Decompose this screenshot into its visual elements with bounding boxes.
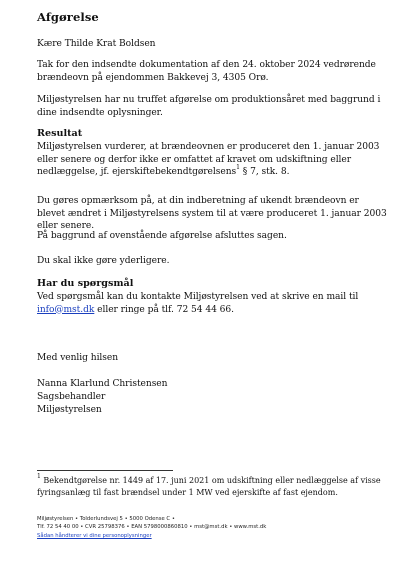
result-heading: Resultat xyxy=(37,128,83,139)
signer-title: Sagsbehandler xyxy=(37,392,106,402)
intro-paragraph: Tak for den indsendte dokumentation af den 24. oktober 2024 vedrørende brændeovn på ejendommen Bakkevej 3, 4305 Orø. xyxy=(37,60,376,83)
notice-paragraph: Du gøres opmærksom på, at din indberetning af ukendt brændeovn er blevet ændret i Miljøstyrelsens system til at være produceret 1. januar 2003 eller senere. xyxy=(37,196,387,232)
signer-organization: Miljøstyrelsen xyxy=(37,405,102,415)
page-title: Afgørelse xyxy=(37,10,99,24)
result-paragraph xyxy=(37,141,387,179)
greeting: Kære Thilde Krat Boldsen xyxy=(37,39,156,49)
footnote xyxy=(37,475,382,499)
result-text-end: § 7, stk. 8. xyxy=(239,167,290,178)
regards: Med venlig hilsen xyxy=(37,353,119,363)
decision-paragraph: Miljøstyrelsen har nu truffet afgørelse om produktionsåret med baggrund i dine indsendte oplysninger. xyxy=(37,95,381,118)
page-footer xyxy=(37,515,266,540)
email-link[interactable]: info@mst.dk xyxy=(37,304,95,315)
questions-text-start: Ved spørgsmål kan du kontakte Miljøstyrelsen ved at skrive en mail til xyxy=(37,292,359,302)
questions-text-end: eller ringe på tlf. 72 54 44 66. xyxy=(94,304,234,315)
signer-name: Nanna Klarlund Christensen xyxy=(37,379,168,389)
footnote-divider xyxy=(37,470,173,471)
footnote-text: Bekendtgørelse nr. 1449 af 17. juni 2021 om udskiftning eller nedlæggelse af visse fyringsanlæg til fast brændsel under 1 MW ved ejerskifte af fast ejendom. xyxy=(37,476,381,498)
footnote-marker: 1 xyxy=(37,473,41,481)
questions-heading: Har du spørgsmål xyxy=(37,278,134,289)
no-action-paragraph: Du skal ikke gøre yderligere. xyxy=(37,256,170,266)
privacy-link[interactable]: Sådan håndterer vi dine personoplysninger xyxy=(37,532,152,539)
closing-paragraph: På baggrund af ovenstående afgørelse afsluttes sagen. xyxy=(37,231,287,241)
questions-paragraph xyxy=(37,291,387,316)
footnote-reference: 1 xyxy=(236,164,240,172)
footer-address: Miljøstyrelsen • Tolderlundsvej 5 • 5000 Odense C • xyxy=(37,516,175,522)
footer-contact: Tlf. 72 54 40 00 • CVR 25798376 • EAN 5798000860810 • mst@mst.dk • www.mst.dk xyxy=(37,524,267,531)
result-text-start: Miljøstyrelsen vurderer, at brændeovnen er produceret den 1. januar 2003 eller senere og derfor ikke er omfattet af kravet om udskiftning eller nedlæggelse, jf. ejerskiftebekendtgørelsens xyxy=(37,142,380,178)
